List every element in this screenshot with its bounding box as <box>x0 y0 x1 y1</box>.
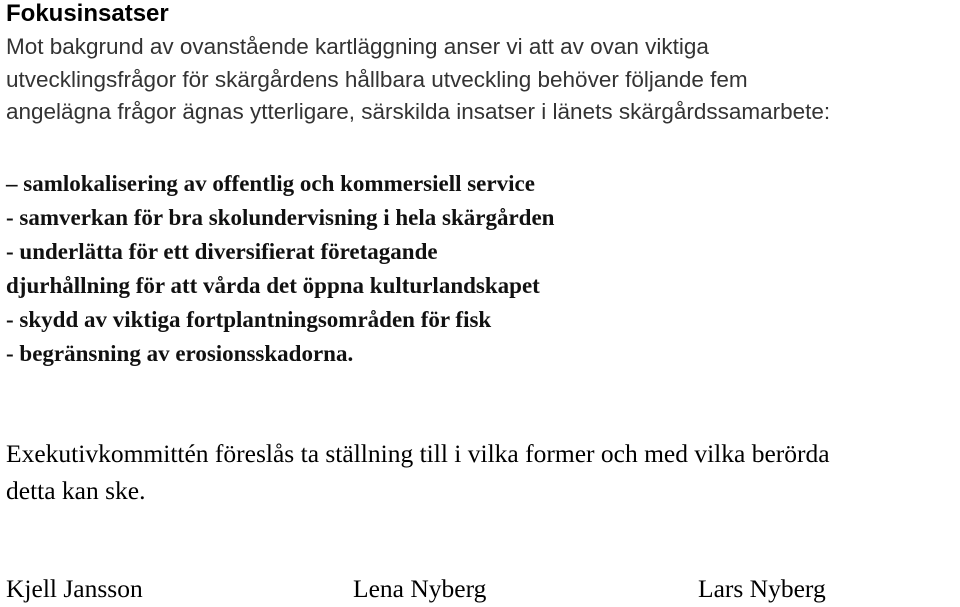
priority-item: djurhållning för att vårda det öppna kulturlandskapet <box>6 273 540 298</box>
proposal-paragraph <box>6 435 830 509</box>
priority-item: - underlätta för ett diversifierat företagande <box>6 239 438 264</box>
proposal-line: detta kan ske. <box>6 476 146 505</box>
priority-list <box>6 167 554 371</box>
priority-item: – samlokalisering av offentlig och kommersiell service <box>6 171 535 196</box>
intro-paragraph <box>6 31 956 129</box>
signature-name: Kjell Jansson <box>6 574 143 603</box>
signature-name: Lars Nyberg <box>698 574 826 603</box>
intro-line: utvecklingsfrågor för skärgårdens hållbara utveckling behöver följande fem <box>6 66 748 92</box>
section-heading: Fokusinsatser <box>6 0 169 27</box>
intro-line: Mot bakgrund av ovanstående kartläggning anser vi att av ovan viktiga <box>6 34 709 59</box>
intro-line: angelägna frågor ägnas ytterligare, särskilda insatser i länets skärgårdssamarbete: <box>6 99 831 124</box>
proposal-line: Exekutivkommittén föreslås ta ställning till i vilka former och med vilka berörda <box>6 439 830 468</box>
priority-item: - skydd av viktiga fortplantningsområden för fisk <box>6 307 492 332</box>
priority-item: - samverkan för bra skolundervisning i hela skärgården <box>6 205 555 230</box>
signature-name: Lena Nyberg <box>353 574 487 603</box>
priority-item: - begränsning av erosionsskadorna. <box>6 341 354 366</box>
